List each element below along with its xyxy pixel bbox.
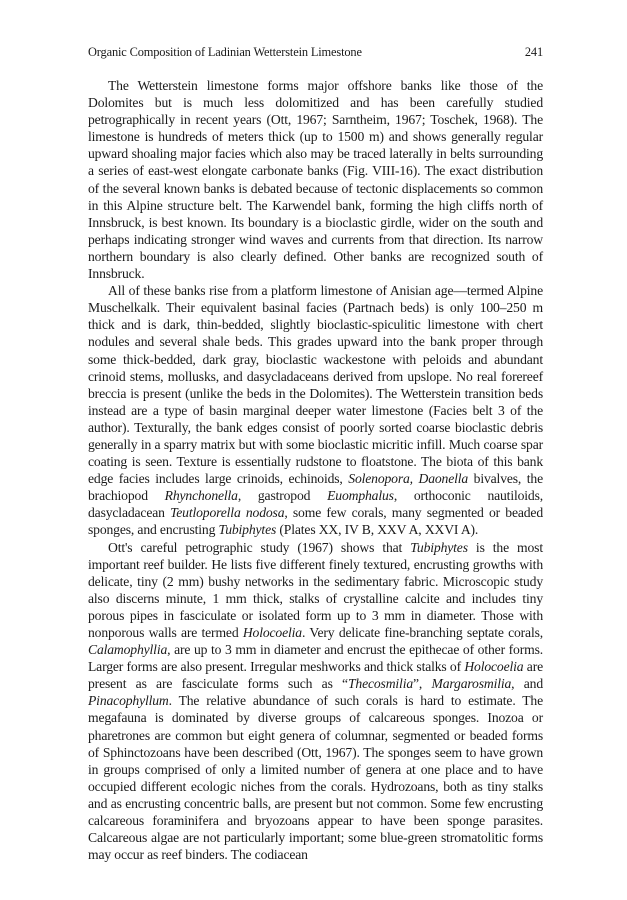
text-run: All of these banks rise from a platform limestone of Anisian age—termed Alpine Muschelkalk. Their equivalent basinal facies (Partnach beds) is only 100–250 m thick and is dark, thin-bedded, slightly bioclastic-spiculitic limestone with chert nodules and several shale beds. This grades upward into the bank proper through some thick-bedded, dark gray, bioclastic wackestone with peloids and abundant crinoid stems, mollusks, and dasycladaceans derived from upslope. No real forereef breccia is present (unlike the beds in the Dolomites). The Wetterstein transition beds instead are a type of basin marginal deeper water limestone (Facies belt 3 of the author). Texturally, the bank edges consist of poorly sorted coarse bioclastic debris generally in a sparry matrix but with some bioclastic micritic infill. Much coarse spar coating is seen. Texture is essentially rudstone to floatstone. The biota of this bank edge facies includes large crinoids, echinoids, <box>88 283 543 487</box>
running-title: Organic Composition of Ladinian Wetterstein Limestone <box>88 45 362 59</box>
body-text <box>88 77 543 863</box>
text-run: are present as are fasciculate forms such as “ <box>88 659 543 692</box>
text-run: , some few corals, many segmented or beaded sponges, and encrusting <box>88 505 543 538</box>
taxon-name: Tubiphytes <box>218 522 277 538</box>
taxon-name: Tubiphytes <box>410 539 468 555</box>
text-run: , are up to 3 mm in diameter and encrust the epithecae of other forms. Larger forms are also present. Irregular meshworks and thick stalks of <box>88 642 543 675</box>
taxon-name: Calamophyllia <box>88 642 168 658</box>
taxon-name: Euomphalus <box>327 488 394 504</box>
text-run: , and <box>511 676 543 692</box>
text-run: , orthoconic nautiloids, dasycladacean <box>88 488 544 521</box>
text-run: . The relative abundance of such corals is hard to estimate. The megafauna is dominated by diverse groups of calcareous sponges. Inozoa or pharetrones are common but eight genera of columnar, segmented or beaded forms of Sphinctozoans have been described (Ott, 1967). The sponges seem to have grown in groups comprised of only a limited number of genera at one place and to have occupied different ecologic niches from the corals. Hydrozoans, both as tiny stalks and as encrusting concentric balls, are present but not common. Some few encrusting calcareous foraminifera and bryozoans appear to have been sponge parasites. Calcareous algae are not particularly important; some blue-green stromatolitic forms may occur as reef binders. The codiacean <box>88 693 543 863</box>
text-run: , gastropod <box>237 488 328 504</box>
text-run: . Very delicate fine-branching septate corals, <box>301 625 544 640</box>
text-run: ”, <box>413 676 432 692</box>
taxon-name: Holocoelia <box>464 659 524 675</box>
paragraph-3 <box>88 539 543 864</box>
taxon-name: Holocoelia <box>242 625 302 640</box>
text-run: Ott's careful petrographic study (1967) shows that <box>108 539 411 555</box>
taxon-name: Pinacophyllum <box>88 693 169 709</box>
text-run: The Wetterstein limestone forms major offshore banks like those of the Dolomites but is much less dolomitized and has been carefully studied petrographically in recent years (Ott, 1967; Sarntheim, 1967; Toschek, 1968). The limestone is hundreds of meters thick (up to 1500 m) and shows generally regular upward shoaling major facies which also may be traced laterally in belts surrounding a series of east-west elongate carbonate banks (Fig. VIII-16). The exact distribution of the several known banks is debated because of tectonic displacements so common in this Alpine structure belt. The Karwendel bank, forming the high cliffs north of Innsbruck, is best known. Its boundary is a bioclastic girdle, wider on the south and perhaps indicating stronger wind waves and currents from that direction. Its narrow northern boundary is also clearly defined. Other banks are recognized south of Innsbruck. <box>88 78 543 282</box>
running-head <box>88 44 543 60</box>
taxon-name: Thecosmilia <box>347 676 414 692</box>
text-run: (Plates XX, IV B, XXV A, XXVI A). <box>276 522 479 538</box>
text-run: bivalves, the brachiopod <box>88 471 543 504</box>
taxon-name: Rhynchonella <box>164 488 238 504</box>
text-run: is the most important reef builder. He lists five different finely textured, encrusting growths with delicate, tiny (2 mm) bushy networks in the sedimentary fabric. Microscopic study also discerns minute, 1 mm thick, stalks of crystalline calcite and includes tiny porous pipes in fasciculate or isolated form up to 3 mm in diameter. Those with nonporous walls are termed <box>88 539 543 640</box>
taxon-name: Solenopora, Daonella <box>348 471 469 487</box>
taxon-name: Margarosmilia <box>431 676 512 692</box>
taxon-name: Teutloporella nodosa <box>170 505 285 521</box>
paragraph-1 <box>88 77 543 282</box>
paragraph-2 <box>88 282 543 538</box>
page-number: 241 <box>524 45 543 59</box>
